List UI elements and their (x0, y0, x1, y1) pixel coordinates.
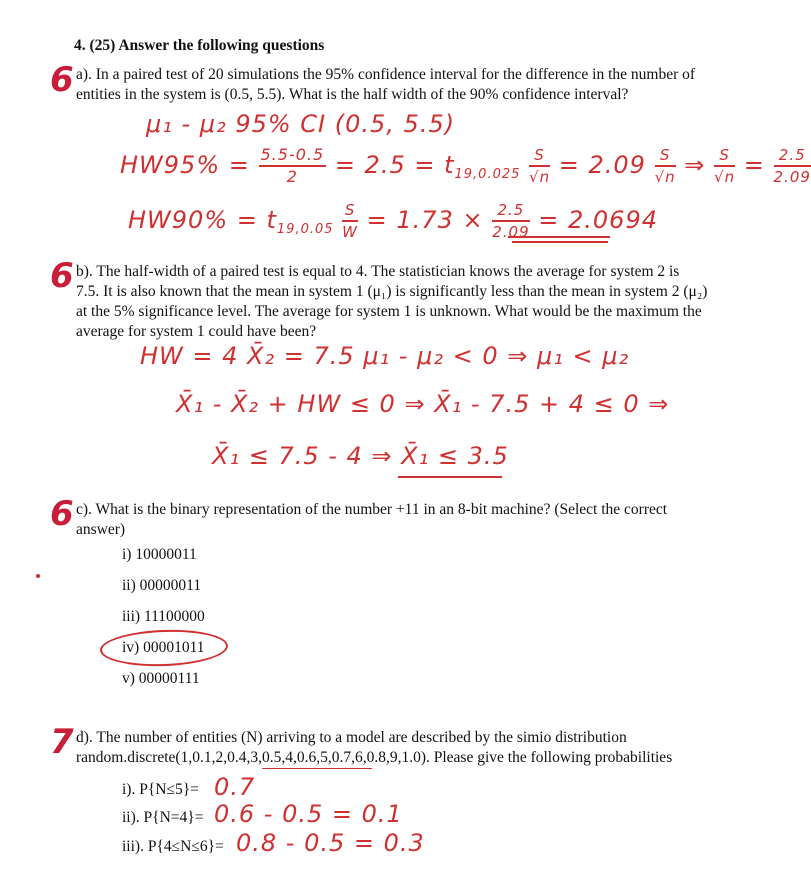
part-d-question-3: iii). P{4≤N≤6}= (122, 838, 224, 855)
part-c-line-2: answer) (76, 521, 126, 538)
part-a-line-2: entities in the system is (0.5, 5.5). What is the half width of the 90% confidence interval? (76, 86, 629, 103)
option-ii: ii) 00000011 (122, 577, 202, 594)
part-a-handwriting-3: $HW90\% = t_{19,0.05}$ $\frac{S}{W}$ = 1.73 × $\frac{2.5}{2.09}$ = 2.0694 (128, 201, 658, 241)
part-d-answer-1: 0.7 (214, 773, 256, 801)
part-d-answer-3: 0.8 - 0.5 = 0.3 (236, 829, 425, 857)
part-b-handwriting-2: X̄₁ - X̄₂ + HW ≤ 0 ⇒ X̄₁ - 7.5 + 4 ≤ 0 ⇒ (176, 390, 670, 418)
part-b-handwriting-3: X̄₁ ≤ 7.5 - 4 ⇒ X̄₁ ≤ 3.5 (212, 442, 509, 470)
stray-pen-dot (36, 574, 40, 578)
part-a-handwriting-2: HW95% = $\frac{5.5-0.5}{2}$ = $2.5 = t_{19,0.025}$ $\frac{S}{√n}$ = 2.09 $\frac{S}{√n}$ ⇒ $\frac{S}{√n}$ = $\frac{2.5}{2.09}$ (120, 145, 811, 186)
part-a-answer-underline-2 (512, 241, 608, 243)
part-b-answer-underline (398, 476, 502, 478)
part-a-score: 6 (50, 60, 74, 100)
part-b-handwriting-1: HW = 4 X̄₂ = 7.5 μ₁ - μ₂ < 0 ⇒ μ₁ < μ₂ (140, 342, 630, 370)
part-d-distribution-underline (262, 768, 372, 769)
part-d-line-2: random.discrete(1,0.1,2,0.4,3,0.5,4,0.6,5,0.7,6,0.8,9,1.0). Please give the following probabilities (76, 749, 673, 766)
part-d-answer-2: 0.6 - 0.5 = 0.1 (214, 800, 403, 828)
part-a-handwriting-1: μ₁ - μ₂ 95% CI (0.5, 5.5) (146, 110, 456, 138)
part-a-answer-underline-1 (508, 236, 610, 238)
part-b-score: 6 (50, 256, 74, 296)
part-d-question-2: ii). P{N=4}= (122, 809, 204, 826)
option-v: v) 00000111 (122, 670, 200, 687)
part-a-line-1: a). In a paired test of 20 simulations the 95% confidence interval for the difference in the number of (76, 66, 696, 83)
part-c-line-1: c). What is the binary representation of the number +11 in an 8-bit machine? (Select the correct (76, 501, 668, 518)
part-d-line-1: d). The number of entities (N) arriving to a model are described by the simio distribution (76, 729, 627, 746)
part-c-score: 6 (50, 494, 74, 534)
part-d-question-1: i). P{N≤5}= (122, 781, 199, 798)
part-b-line-2: 7.5. It is also known that the mean in system 1 (μ₁) is significantly less than the mean in system 2 (μ₂) (76, 283, 708, 300)
option-i: i) 10000011 (122, 546, 197, 563)
answer-circle (99, 628, 228, 668)
part-b-line-3: at the 5% significance level. The average for system 1 is unknown. What would be the maximum the (76, 303, 702, 320)
option-iii: iii) 11100000 (122, 608, 205, 625)
question-heading: 4. (25) Answer the following questions (74, 37, 325, 54)
part-d-score: 7 (50, 722, 74, 762)
part-b-line-1: b). The half-width of a paired test is equal to 4. The statistician knows the average for system 2 is (76, 263, 680, 280)
part-b-line-4: average for system 1 could have been? (76, 323, 317, 340)
option-iv-selected: iv) 00001011 (122, 639, 205, 656)
